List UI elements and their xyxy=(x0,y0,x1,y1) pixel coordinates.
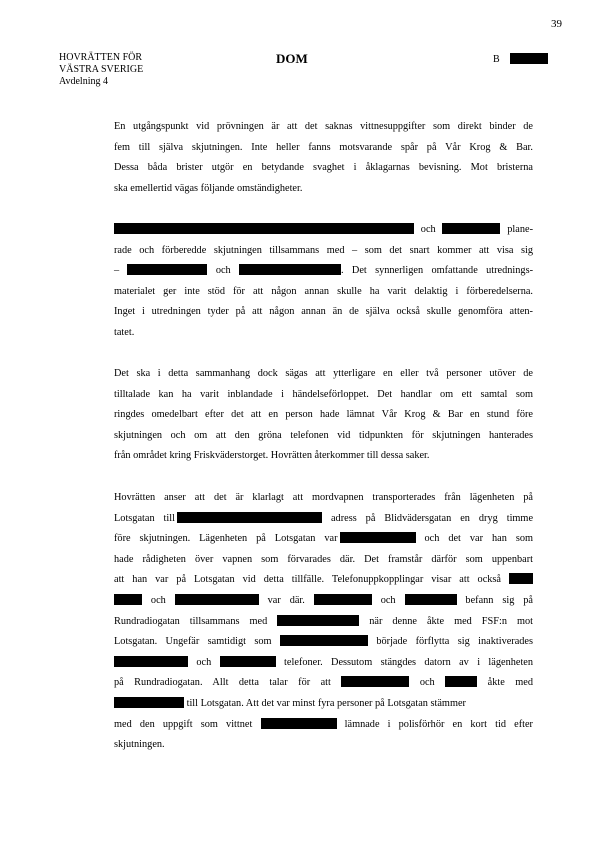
text-line xyxy=(114,653,533,674)
division: Avdelning 4 xyxy=(59,76,108,87)
page-number: 39 xyxy=(551,18,562,30)
court-name-line2: VÄSTRA SVERIGE xyxy=(59,64,144,75)
text-fragment: och xyxy=(215,265,231,277)
paragraph-4 xyxy=(114,488,533,756)
text-line: tilltalade kan ha varit inblandade i händelseförloppet. Det handlar om ett samtal som xyxy=(114,388,533,400)
text-line: tatet. xyxy=(114,326,135,338)
paragraph-1 xyxy=(114,117,533,199)
redaction xyxy=(509,573,533,584)
text-fragment: och xyxy=(420,224,436,235)
text-fragment: åkte med xyxy=(487,677,533,689)
text-line xyxy=(114,509,533,530)
text-fragment: Rundradiogatan tillsammans med xyxy=(114,615,268,627)
text-line: ringdes omedelbart efter det att en person hade lämnat Vår Krog & Bar en stund före xyxy=(114,409,533,421)
text-line: skjutningen. xyxy=(114,739,165,751)
redaction xyxy=(442,223,500,234)
text-fragment: telefoner. Dessutom stängdes datorn av i lägenheten xyxy=(284,656,534,668)
text-line xyxy=(114,632,533,653)
redaction xyxy=(405,594,457,605)
redaction xyxy=(114,697,184,708)
text-fragment: lämnade i polisförhör en kort tid efter xyxy=(344,718,533,730)
text-line xyxy=(114,261,533,282)
redaction xyxy=(114,594,142,605)
text-line: Dessa båda brister utgör en betydande svaghet i åklagarnas bevisning. Mot bristerna xyxy=(114,162,533,174)
text-fragment: och xyxy=(150,594,166,606)
redaction xyxy=(445,676,477,687)
text-line: fem till själva skjutningen. Inte heller fanns motsvarande spår på Vår Krog & Bar. xyxy=(114,141,533,153)
redaction xyxy=(510,53,548,64)
redaction xyxy=(175,594,259,605)
redaction xyxy=(340,532,416,543)
text-fragment: befann sig på xyxy=(465,594,534,606)
case-number xyxy=(493,53,548,65)
text-fragment: före skjutningen. Lägenheten på Lotsgatan var xyxy=(114,533,338,545)
redaction xyxy=(177,512,322,523)
text-fragment: var där. xyxy=(267,594,305,606)
text-line: skjutningen och om att den gröna telefonen vid tidpunkten för skjutningen hanterades xyxy=(114,429,533,441)
text-fragment: att han var på Lotsgatan vid detta tillfälle. Telefonuppkopplingar visar att också xyxy=(114,574,501,586)
text-fragment: adress på Blidvädersgatan en dryg timme xyxy=(330,512,534,524)
text-line: Hovrätten anser att det är klarlagt att mordvapnen transporterades från lägenheten på xyxy=(114,492,533,503)
text-line xyxy=(114,529,533,550)
text-fragment: . Det synnerligen omfattande utrednings- xyxy=(341,265,534,277)
redaction xyxy=(220,656,276,667)
court-name xyxy=(59,52,143,88)
redaction xyxy=(127,264,207,275)
text-line xyxy=(114,673,533,694)
text-fragment: – xyxy=(114,265,120,277)
text-fragment: Lotsgatan till xyxy=(114,512,176,524)
case-prefix: B xyxy=(493,54,500,65)
text-line: Inget i utredningen tyder på att någon annan än de själva också skulle genomföra atten- xyxy=(114,306,533,318)
text-fragment: och det var han som xyxy=(424,533,533,545)
redaction xyxy=(114,223,414,234)
text-line: hade rådigheten över vapnen som förvarades där. Det framstår därför som uppenbart xyxy=(114,553,533,565)
text-fragment: när denne åkte med FSF:n mot xyxy=(369,615,534,627)
text-line: rade och förberedde skjutningen tillsammans med – som det snart kommer att visa sig xyxy=(114,244,533,256)
paragraph-2 xyxy=(114,220,533,344)
document-type: DOM xyxy=(276,51,308,66)
redaction xyxy=(277,615,359,626)
text-fragment: med den uppgift som vittnet xyxy=(114,718,253,730)
redaction xyxy=(314,594,372,605)
text-fragment: och xyxy=(196,656,212,668)
paragraph-3 xyxy=(114,364,533,467)
text-line: från området kring Friskväderstorget. Hovrätten återkommer till dessa saker. xyxy=(114,450,430,462)
redaction xyxy=(114,656,188,667)
text-fragment: började förflytta sig inaktiverades xyxy=(376,636,534,648)
redaction xyxy=(341,676,409,687)
redaction xyxy=(261,718,337,729)
text-line: materialet ger inte stöd för att någon annan skulle ha varit delaktig i förberedelserna. xyxy=(114,285,533,297)
redaction xyxy=(239,264,341,275)
text-line xyxy=(114,570,533,591)
text-fragment: Lotsgatan. Ungefär samtidigt som xyxy=(114,636,272,648)
text-line: ska emellertid vägas följande omständigheter. xyxy=(114,182,303,194)
text-line xyxy=(114,591,533,612)
text-line xyxy=(114,220,533,241)
text-line: Det ska i detta sammanhang dock sägas att ytterligare en eller två personer utöver de xyxy=(114,368,533,379)
text-line xyxy=(114,612,533,633)
redaction xyxy=(280,635,368,646)
court-name-line1: HOVRÄTTEN FÖR xyxy=(59,52,143,63)
text-fragment: på Rundradiogatan. Allt detta talar för att xyxy=(114,677,331,689)
text-fragment: och xyxy=(419,677,435,689)
text-fragment: och xyxy=(380,594,396,606)
text-line xyxy=(114,694,533,715)
text-fragment: plane- xyxy=(507,224,533,235)
text-line xyxy=(114,715,533,736)
text-line: En utgångspunkt vid prövningen är att det saknas vittnesuppgifter som direkt binder de xyxy=(114,121,533,132)
text-fragment: till Lotsgatan. Att det var minst fyra personer på Lotsgatan stämmer xyxy=(186,697,466,709)
